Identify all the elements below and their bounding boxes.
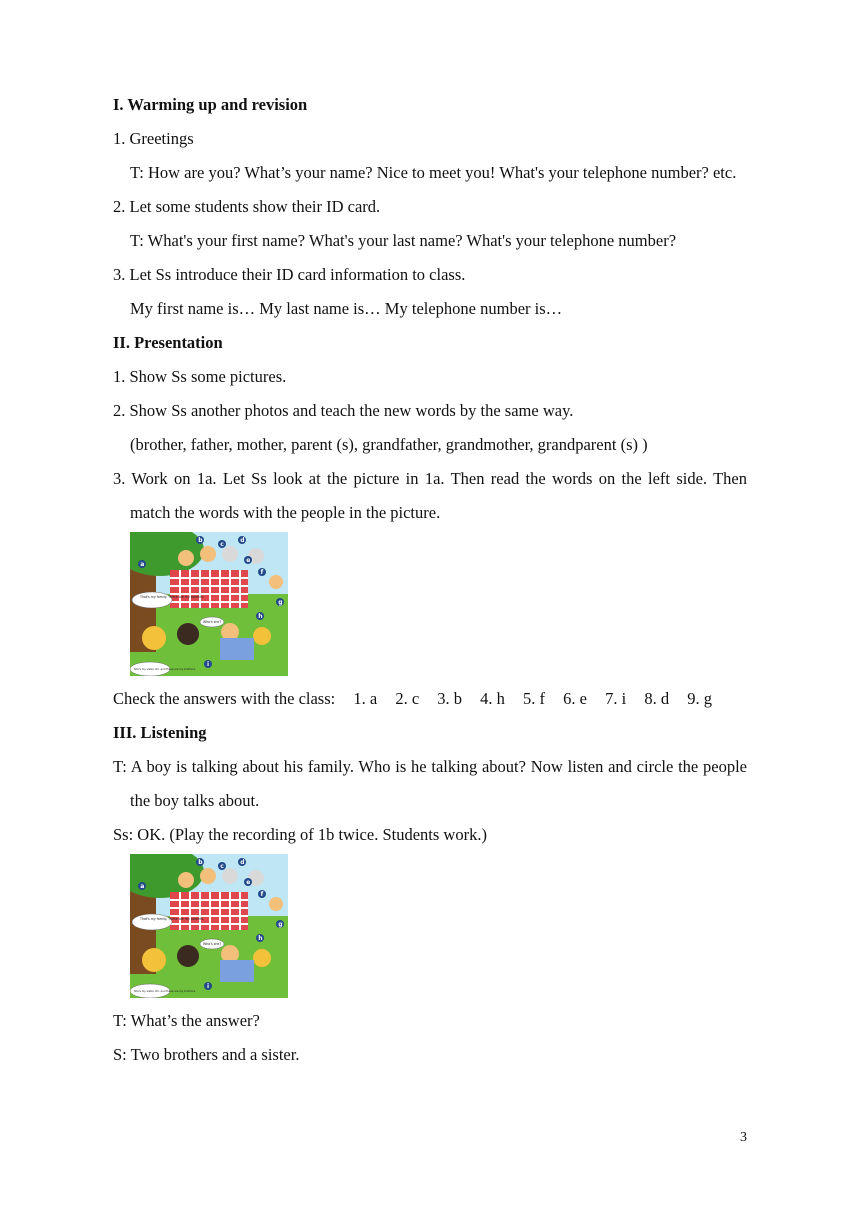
answer-key	[113, 682, 747, 716]
family-picnic-illustration-1	[130, 532, 288, 676]
label-f: f	[260, 569, 264, 576]
id-card-title: 2. Let some students show their ID card.	[113, 197, 381, 216]
speech-bubble-family: That's my family. These are my parents.	[140, 595, 204, 599]
label-i: i	[207, 661, 210, 668]
label-a: a	[140, 561, 145, 568]
greetings-teacher-line: T: How are you? What’s your name? Nice to meet you! What's your telephone number? etc.	[130, 163, 737, 182]
family-picnic-illustration-2	[130, 854, 288, 998]
presentation-item-3: 3. Work on 1a. Let Ss look at the picture in 1a. Then read the words on the left side. Then match the words with the people in the picture.	[113, 469, 747, 522]
introduce-example-line: My first name is… My last name is… My telephone number is…	[130, 299, 563, 318]
label-h: h	[258, 613, 263, 620]
speech-bubble-family: That's my family. These are my parents.	[140, 917, 204, 921]
label-g: g	[278, 921, 283, 928]
answer-5: 5. f	[523, 689, 546, 708]
label-c: c	[220, 863, 224, 870]
answer-9: 9. g	[687, 689, 712, 708]
label-c: c	[220, 541, 224, 548]
answer-4: 4. h	[480, 689, 505, 708]
label-e: e	[246, 879, 251, 886]
section-heading-warming-up: I. Warming up and revision	[113, 95, 308, 114]
speech-bubble-who: Who's she?	[203, 942, 222, 946]
listening-teacher-line: T: A boy is talking about his family. Who is he talking about? Now listen and circle the people the boy talks about.	[113, 757, 747, 810]
section-heading-presentation: II. Presentation	[113, 333, 223, 352]
speech-bubble-who: Who's she?	[203, 620, 222, 624]
label-d: d	[240, 537, 245, 544]
answer-key-intro: Check the answers with the class:	[113, 689, 336, 708]
label-f: f	[260, 891, 264, 898]
presentation-item-2: 2. Show Ss another photos and teach the new words by the same way.	[113, 401, 574, 420]
answer-6: 6. e	[563, 689, 587, 708]
answer-3: 3. b	[437, 689, 463, 708]
page-number: 3	[740, 1130, 747, 1145]
presentation-word-list: (brother, father, mother, parent (s), grandfather, grandmother, grandparent (s) )	[130, 435, 648, 454]
greetings-title: 1. Greetings	[113, 129, 194, 148]
label-d: d	[240, 859, 245, 866]
label-g: g	[278, 599, 283, 606]
answer-7: 7. i	[605, 689, 627, 708]
speech-bubble-sister: She's my sister. Oh, and these are my brothers.	[134, 668, 196, 671]
answer-8: 8. d	[644, 689, 670, 708]
label-b: b	[198, 859, 203, 866]
label-b: b	[198, 537, 203, 544]
lesson-content	[113, 88, 747, 1072]
label-h: h	[258, 935, 263, 942]
listening-teacher-question: T: What’s the answer?	[113, 1011, 260, 1030]
listening-students-line: Ss: OK. (Play the recording of 1b twice. Students work.)	[113, 825, 487, 844]
introduce-title: 3. Let Ss introduce their ID card information to class.	[113, 265, 466, 284]
speech-bubble-sister: She's my sister. Oh, and these are my brothers.	[134, 990, 196, 993]
listening-student-answer: S: Two brothers and a sister.	[113, 1045, 300, 1064]
label-a: a	[140, 883, 145, 890]
answer-1: 1. a	[353, 689, 378, 708]
answer-2: 2. c	[395, 689, 420, 708]
label-e: e	[246, 557, 251, 564]
id-card-teacher-line: T: What's your first name? What's your last name? What's your telephone number?	[130, 231, 677, 250]
section-heading-listening: III. Listening	[113, 723, 207, 742]
label-i: i	[207, 983, 210, 990]
presentation-item-1: 1. Show Ss some pictures.	[113, 367, 287, 386]
